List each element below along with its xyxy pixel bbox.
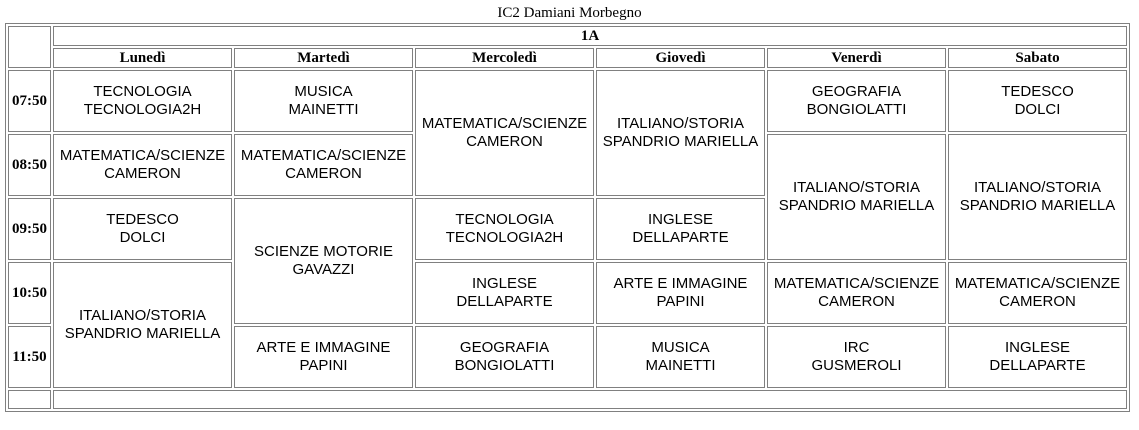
lesson-cell	[234, 70, 413, 132]
lesson-subject: TECNOLOGIA	[93, 83, 192, 100]
lesson-subject: ITALIANO/STORIA	[617, 115, 744, 132]
lesson-teacher: BONGIOLATTI	[806, 101, 907, 118]
lesson-cell	[415, 198, 594, 260]
day-header-mercoledi: Mercoledì	[415, 48, 594, 68]
lesson-subject: MATEMATICA/SCIENZE	[954, 275, 1121, 292]
lesson-cell	[767, 134, 946, 260]
lesson-teacher: MAINETTI	[645, 357, 716, 374]
lesson-teacher: DELLAPARTE	[456, 293, 553, 310]
lesson-subject: MUSICA	[651, 339, 710, 356]
day-header-venerdi: Venerdì	[767, 48, 946, 68]
lesson-cell	[53, 134, 232, 196]
lesson-cell	[767, 326, 946, 388]
lesson-teacher: CAMERON	[818, 293, 895, 310]
lesson-teacher: PAPINI	[656, 293, 705, 310]
lesson-subject: IRC	[843, 339, 870, 356]
time-label: 09:50	[8, 198, 51, 260]
lesson-teacher: DOLCI	[119, 229, 166, 246]
footer-corner-cell	[8, 390, 51, 409]
lesson-teacher: DELLAPARTE	[632, 229, 729, 246]
lesson-teacher: SPANDRIO MARIELLA	[959, 197, 1116, 214]
lesson-cell	[415, 70, 594, 196]
lesson-teacher: MAINETTI	[288, 101, 359, 118]
lesson-teacher: SPANDRIO MARIELLA	[64, 325, 221, 342]
lesson-cell	[234, 326, 413, 388]
footer-cell	[53, 390, 1127, 409]
lesson-cell	[596, 326, 765, 388]
lesson-teacher: PAPINI	[299, 357, 348, 374]
lesson-cell	[767, 70, 946, 132]
lesson-teacher: DOLCI	[1014, 101, 1061, 118]
lesson-teacher: GUSMEROLI	[811, 357, 902, 374]
lesson-teacher: SPANDRIO MARIELLA	[778, 197, 935, 214]
lesson-cell	[596, 70, 765, 196]
lesson-cell	[767, 262, 946, 324]
lesson-subject: INGLESE	[647, 211, 714, 228]
lesson-cell	[415, 262, 594, 324]
lesson-cell	[596, 198, 765, 260]
lesson-cell	[53, 70, 232, 132]
lesson-subject: TEDESCO	[1001, 83, 1074, 100]
lesson-cell	[948, 326, 1127, 388]
lesson-cell	[53, 262, 232, 388]
lesson-teacher: TECNOLOGIA2H	[83, 101, 202, 118]
lesson-teacher: CAMERON	[999, 293, 1076, 310]
lesson-teacher: SPANDRIO MARIELLA	[602, 133, 759, 150]
day-header-lunedi: Lunedì	[53, 48, 232, 68]
day-header-giovedi: Giovedì	[596, 48, 765, 68]
day-header-martedi: Martedì	[234, 48, 413, 68]
lesson-subject: ARTE E IMMAGINE	[613, 275, 748, 292]
lesson-subject: TEDESCO	[106, 211, 179, 228]
lesson-subject: INGLESE	[471, 275, 538, 292]
lesson-subject: SCIENZE MOTORIE	[254, 243, 393, 260]
time-label: 07:50	[8, 70, 51, 132]
lesson-teacher: CAMERON	[466, 133, 543, 150]
class-header: 1A	[53, 26, 1127, 46]
lesson-subject: TECNOLOGIA	[455, 211, 554, 228]
lesson-teacher: TECNOLOGIA2H	[445, 229, 564, 246]
lesson-cell	[948, 70, 1127, 132]
lesson-teacher: GAVAZZI	[292, 261, 355, 278]
lesson-subject: ITALIANO/STORIA	[974, 179, 1101, 196]
lesson-cell	[948, 262, 1127, 324]
lesson-cell	[234, 134, 413, 196]
lesson-subject: MUSICA	[294, 83, 353, 100]
lesson-teacher: DELLAPARTE	[989, 357, 1086, 374]
lesson-cell	[596, 262, 765, 324]
lesson-subject: MATEMATICA/SCIENZE	[773, 275, 940, 292]
lesson-subject: GEOGRAFIA	[459, 339, 550, 356]
lesson-subject: MATEMATICA/SCIENZE	[59, 147, 226, 164]
lesson-teacher: CAMERON	[285, 165, 362, 182]
lesson-subject: MATEMATICA/SCIENZE	[240, 147, 407, 164]
lesson-cell	[53, 198, 232, 260]
time-label: 10:50	[8, 262, 51, 324]
page-title: IC2 Damiani Morbegno	[497, 5, 642, 21]
lesson-subject: GEOGRAFIA	[811, 83, 902, 100]
lesson-subject: INGLESE	[1004, 339, 1071, 356]
lesson-subject: ITALIANO/STORIA	[79, 307, 206, 324]
lesson-subject: ARTE E IMMAGINE	[256, 339, 391, 356]
lesson-subject: MATEMATICA/SCIENZE	[421, 115, 588, 132]
lesson-cell	[415, 326, 594, 388]
lesson-teacher: CAMERON	[104, 165, 181, 182]
lesson-cell	[948, 134, 1127, 260]
time-label: 11:50	[8, 326, 51, 388]
lesson-cell	[234, 198, 413, 324]
day-header-sabato: Sabato	[948, 48, 1127, 68]
timetable	[5, 23, 1130, 412]
lesson-subject: ITALIANO/STORIA	[793, 179, 920, 196]
corner-cell	[8, 26, 51, 68]
lesson-teacher: BONGIOLATTI	[454, 357, 555, 374]
time-label: 08:50	[8, 134, 51, 196]
